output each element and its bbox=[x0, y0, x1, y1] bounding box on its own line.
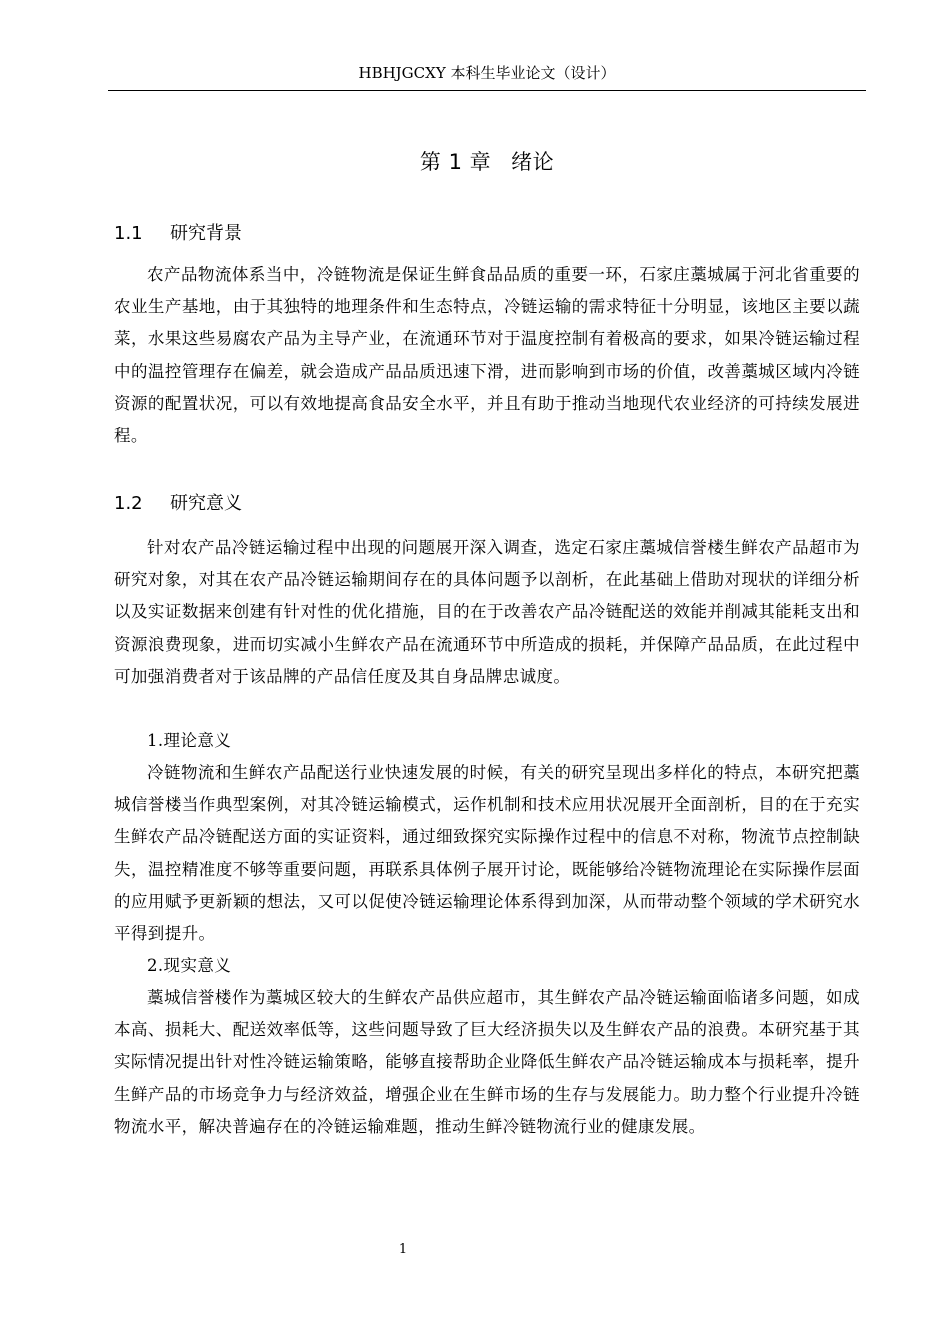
chapter-title bbox=[108, 146, 866, 178]
section-title: 研究意义 bbox=[170, 493, 242, 514]
chapter-number: 第 1 章 bbox=[419, 150, 492, 174]
section-heading-1-2 bbox=[114, 490, 242, 518]
paragraph-theoretical-significance: 冷链物流和生鲜农产品配送行业快速发展的时候，有关的研究呈现出多样化的特点，本研究把藁城信誉楼当作典型案例，对其冷链运输模式，运作机制和技术应用状况展开全面剖析，目的在于充实生鲜农产品冷链配送方面的实证资料，通过细致探究实际操作过程中的信息不对称，物流节点控制缺失，温控精准度不够等重要问题，再联系具体例子展开讨论，既能够给冷链物流理论在实际操作层面的应用赋予更新颖的想法，又可以促使冷链运输理论体系得到加深，从而带动整个领域的学术研究水平得到提升。 bbox=[114, 763, 860, 944]
section-number: 1.2 bbox=[114, 493, 143, 514]
page-header: HBHJGCXY 本科生毕业论文（设计） bbox=[358, 64, 616, 82]
subheading-theoretical-significance: 1.理论意义 bbox=[147, 731, 232, 750]
section-heading-1-1 bbox=[114, 220, 242, 248]
chapter-name: 绪论 bbox=[511, 150, 555, 174]
header-rule bbox=[108, 90, 866, 91]
paragraph-research-background: 农产品物流体系当中，冷链物流是保证生鲜食品品质的重要一环，石家庄藁城属于河北省重要的农业生产基地，由于其独特的地理条件和生态特点，冷链运输的需求特征十分明显，该地区主要以蔬菜，水果这些易腐农产品为主导产业，在流通环节对于温度控制有着极高的要求，如果冷链运输过程中的温控管理存在偏差，就会造成产品品质迅速下滑，进而影响到市场的价值，改善藁城区域内冷链资源的配置状况，可以有效地提高食品安全水平，并且有助于推动当地现代农业经济的可持续发展进程。 bbox=[114, 265, 860, 446]
paragraph-research-significance: 针对农产品冷链运输过程中出现的问题展开深入调查，选定石家庄藁城信誉楼生鲜农产品超市为研究对象，对其在农产品冷链运输期间存在的具体问题予以剖析，在此基础上借助对现状的详细分析以及实证数据来创建有针对性的优化措施，目的在于改善农产品冷链配送的效能并削减其能耗支出和资源浪费现象，进而切实减小生鲜农产品在流通环节中所造成的损耗，并保障产品品质，在此过程中可加强消费者对于该品牌的产品信任度及其自身品牌忠诚度。 bbox=[114, 538, 860, 686]
section-title: 研究背景 bbox=[170, 223, 242, 244]
subheading-practical-significance: 2.现实意义 bbox=[147, 956, 232, 975]
section-number: 1.1 bbox=[114, 223, 143, 244]
paragraph-practical-significance: 藁城信誉楼作为藁城区较大的生鲜农产品供应超市，其生鲜农产品冷链运输面临诸多问题，如成本高、损耗大、配送效率低等，这些问题导致了巨大经济损失以及生鲜农产品的浪费。本研究基于其实际情况提出针对性冷链运输策略，能够直接帮助企业降低生鲜农产品冷链运输成本与损耗率，提升生鲜产品的市场竞争力与经济效益，增强企业在生鲜市场的生存与发展能力。助力整个行业提升冷链物流水平，解决普遍存在的冷链运输难题，推动生鲜冷链物流行业的健康发展。 bbox=[114, 988, 860, 1136]
page-number: 1 bbox=[398, 1242, 408, 1257]
